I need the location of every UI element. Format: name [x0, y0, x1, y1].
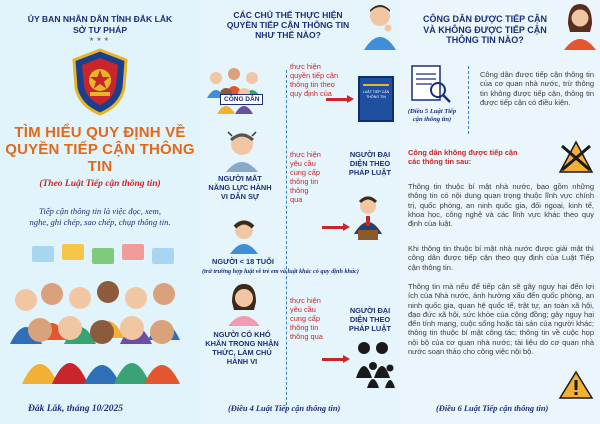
citizen-tag: CÔNG DÂN	[220, 94, 263, 105]
definition-line-2: nghe, ghi chép, sao chép, chụp thông tin.	[29, 217, 171, 227]
stop-hand-icon	[556, 138, 596, 178]
paragraph-2: Khi thông tin thuộc bí mật nhà nước được giải mật thì công dân được tiếp cận theo quy định của Luật Tiếp cận thông tin.	[408, 244, 594, 272]
crowd-icon	[6, 244, 194, 384]
book-cite	[400, 108, 464, 124]
not-accessible-line-2: các thông tin sau:	[408, 157, 472, 166]
row3-note: (trừ trường hợp luật về trẻ em và luật khác có quy định khác)	[202, 268, 359, 275]
footer-date: Đắk Lắk, tháng 10/2025	[28, 404, 124, 414]
row4-action-line: thông qua	[290, 332, 323, 341]
agency-name: SỞ TƯ PHÁP	[72, 25, 128, 35]
row1-action-line: thông tin theo	[290, 80, 335, 89]
row2-action-line: thực hiện	[290, 150, 321, 159]
lawyer-icon	[350, 194, 386, 242]
middle-panel	[200, 0, 400, 424]
row4-rep-line: DIỆN THEO	[349, 315, 391, 324]
confused-man-icon	[222, 128, 262, 172]
middle-footer-cite: (Điều 4 Luật Tiếp cận thông tin)	[228, 404, 341, 413]
law-book-icon	[408, 62, 452, 106]
book-cite-line-2: cận thông tin)	[412, 116, 452, 123]
law-book-icon	[358, 76, 394, 122]
child-icon	[226, 218, 262, 254]
stars-divider: ★★★	[88, 37, 112, 43]
emblem-icon	[70, 48, 130, 116]
arrow-icon	[322, 358, 344, 361]
dashed-divider	[468, 66, 469, 134]
row2-action-line: cung cấp	[290, 168, 320, 177]
row1-action-line: quyền tiếp cận	[290, 71, 339, 80]
row2-action-line: qua	[290, 195, 303, 204]
citizen-group-icon	[204, 64, 268, 114]
arrow-icon	[322, 226, 344, 229]
caution-sign-icon	[558, 370, 594, 400]
paragraph-3: Thông tin mà nếu để tiếp cận sẽ gây nguy hại đến lợi ích của Nhà nước, ảnh hưởng xấu đến quốc phòng, an ninh quốc gia, quan hệ quốc tế, trật tự, an toàn xã hội, đạo đức xã hội, sức khỏe của cộng đồng; gây nguy hại đến tính mạng, cuộc sống hoặc tài sản của người khác; thông tin thuộc bí mật công tác; thông tin về cuộc họp nội bộ của cơ quan nhà nước; tài liệu do cơ quan nhà nước soạn thảo cho công việc nội bộ.	[408, 282, 594, 357]
row4-subject-line: THỨC, LÀM CHỦ	[212, 348, 272, 357]
row4-representative	[342, 306, 398, 333]
agency-parent: ỦY BAN NHÂN DÂN TỈNH ĐẮK LẮK	[27, 14, 173, 24]
row2-action	[290, 150, 338, 204]
definition	[0, 206, 200, 228]
row1-action-line: quy định của	[290, 89, 332, 98]
middle-heading-line-1: CÁC CHỦ THỂ THỰC HIỆN	[233, 10, 343, 20]
right-heading-line-2: VÀ KHÔNG ĐƯỢC TIẾP CẬN	[423, 24, 547, 35]
dashed-divider	[286, 70, 287, 410]
row1-action-line: thực hiện	[290, 62, 321, 71]
middle-heading-line-2: QUYỀN TIẾP CẬN THÔNG TIN	[226, 20, 350, 30]
row2-subject-line: VI DÂN SỰ	[220, 192, 260, 201]
accessible-text: Công dân được tiếp cận thông tin của cơ quan nhà nước, trừ thông tin không được tiếp cận, thông tin được tiếp cận có điều kiện.	[480, 70, 594, 107]
row4-action-line: yêu cầu	[290, 305, 316, 314]
right-heading-line-1: CÔNG DÂN ĐƯỢC TIẾP CẬN	[423, 14, 547, 24]
left-panel	[0, 0, 200, 424]
book-cite-line-1: (Điều 5 Luật Tiếp	[407, 108, 457, 115]
right-footer-cite: (Điều 6 Luật Tiếp cận thông tin)	[436, 404, 549, 413]
right-heading-line-3: THÔNG TIN NÀO?	[446, 35, 524, 45]
middle-heading	[204, 10, 372, 40]
row2-subject-line: NĂNG LỰC HÀNH	[208, 183, 272, 192]
arrow-icon	[326, 98, 348, 101]
row2-action-line: thông	[290, 186, 309, 195]
row4-rep-line: PHÁP LUẬT	[348, 324, 392, 333]
row4-action-line: thực hiện	[290, 296, 321, 305]
family-icon	[352, 338, 396, 388]
worried-woman-icon	[562, 2, 598, 50]
row2-action-line: thông tin	[290, 177, 319, 186]
row2-rep-line: PHÁP LUẬT	[348, 168, 392, 177]
row1-action	[290, 62, 350, 98]
page-title	[0, 124, 200, 175]
row4-action-line: cung cấp	[290, 314, 320, 323]
row4-subject-line: HÀNH VI	[226, 357, 258, 366]
row3-subject: NGƯỜI < 18 TUỔI	[212, 257, 274, 266]
thinking-person-icon	[362, 2, 398, 50]
row4-action	[290, 296, 340, 341]
row4-subject-line: KHĂN TRONG NHẬN	[205, 339, 279, 348]
not-accessible-heading	[408, 148, 548, 166]
right-heading	[404, 14, 566, 46]
row2-subject	[200, 174, 280, 201]
row4-rep-line: NGƯỜI ĐẠI	[349, 306, 391, 315]
row4-action-line: thông tin	[290, 323, 319, 332]
title-line-1: TÌM HIỂU QUY ĐỊNH VỀ	[14, 124, 186, 141]
right-panel	[400, 0, 600, 424]
title-line-2: QUYỀN TIẾP CẬN THÔNG TIN	[5, 141, 195, 175]
subtitle: (Theo Luật Tiếp cận thông tin)	[39, 179, 161, 189]
paragraph-1: Thông tin thuộc bí mật nhà nước, bao gồm những thông tin có nội dung quan trọng thuộc lĩnh vực chính trị, quốc phòng, an ninh quốc gia, đối ngoại, kinh tế, khoa học, công nghệ và các lĩnh vực khác theo quy định của luật.	[408, 182, 594, 229]
row4-subject-line: NGƯỜI CÓ KHÓ	[213, 330, 271, 339]
row2-representative	[342, 150, 398, 177]
row4-subject	[200, 330, 284, 366]
book-label: LUẬT TIẾP CẬN THÔNG TIN	[362, 90, 390, 99]
row2-rep-line: NGƯỜI ĐẠI	[349, 150, 391, 159]
worried-woman-icon	[224, 282, 264, 326]
row2-rep-line: DIỆN THEO	[349, 159, 391, 168]
definition-line-1: Tiếp cận thông tin là việc đọc, xem,	[39, 206, 161, 216]
middle-heading-line-3: NHƯ THẾ NÀO?	[255, 30, 321, 40]
row2-action-line: yêu cầu	[290, 159, 316, 168]
row2-subject-line: NGƯỜI MẤT	[218, 174, 262, 183]
not-accessible-line-1: Công dân không được tiếp cận	[408, 148, 518, 157]
